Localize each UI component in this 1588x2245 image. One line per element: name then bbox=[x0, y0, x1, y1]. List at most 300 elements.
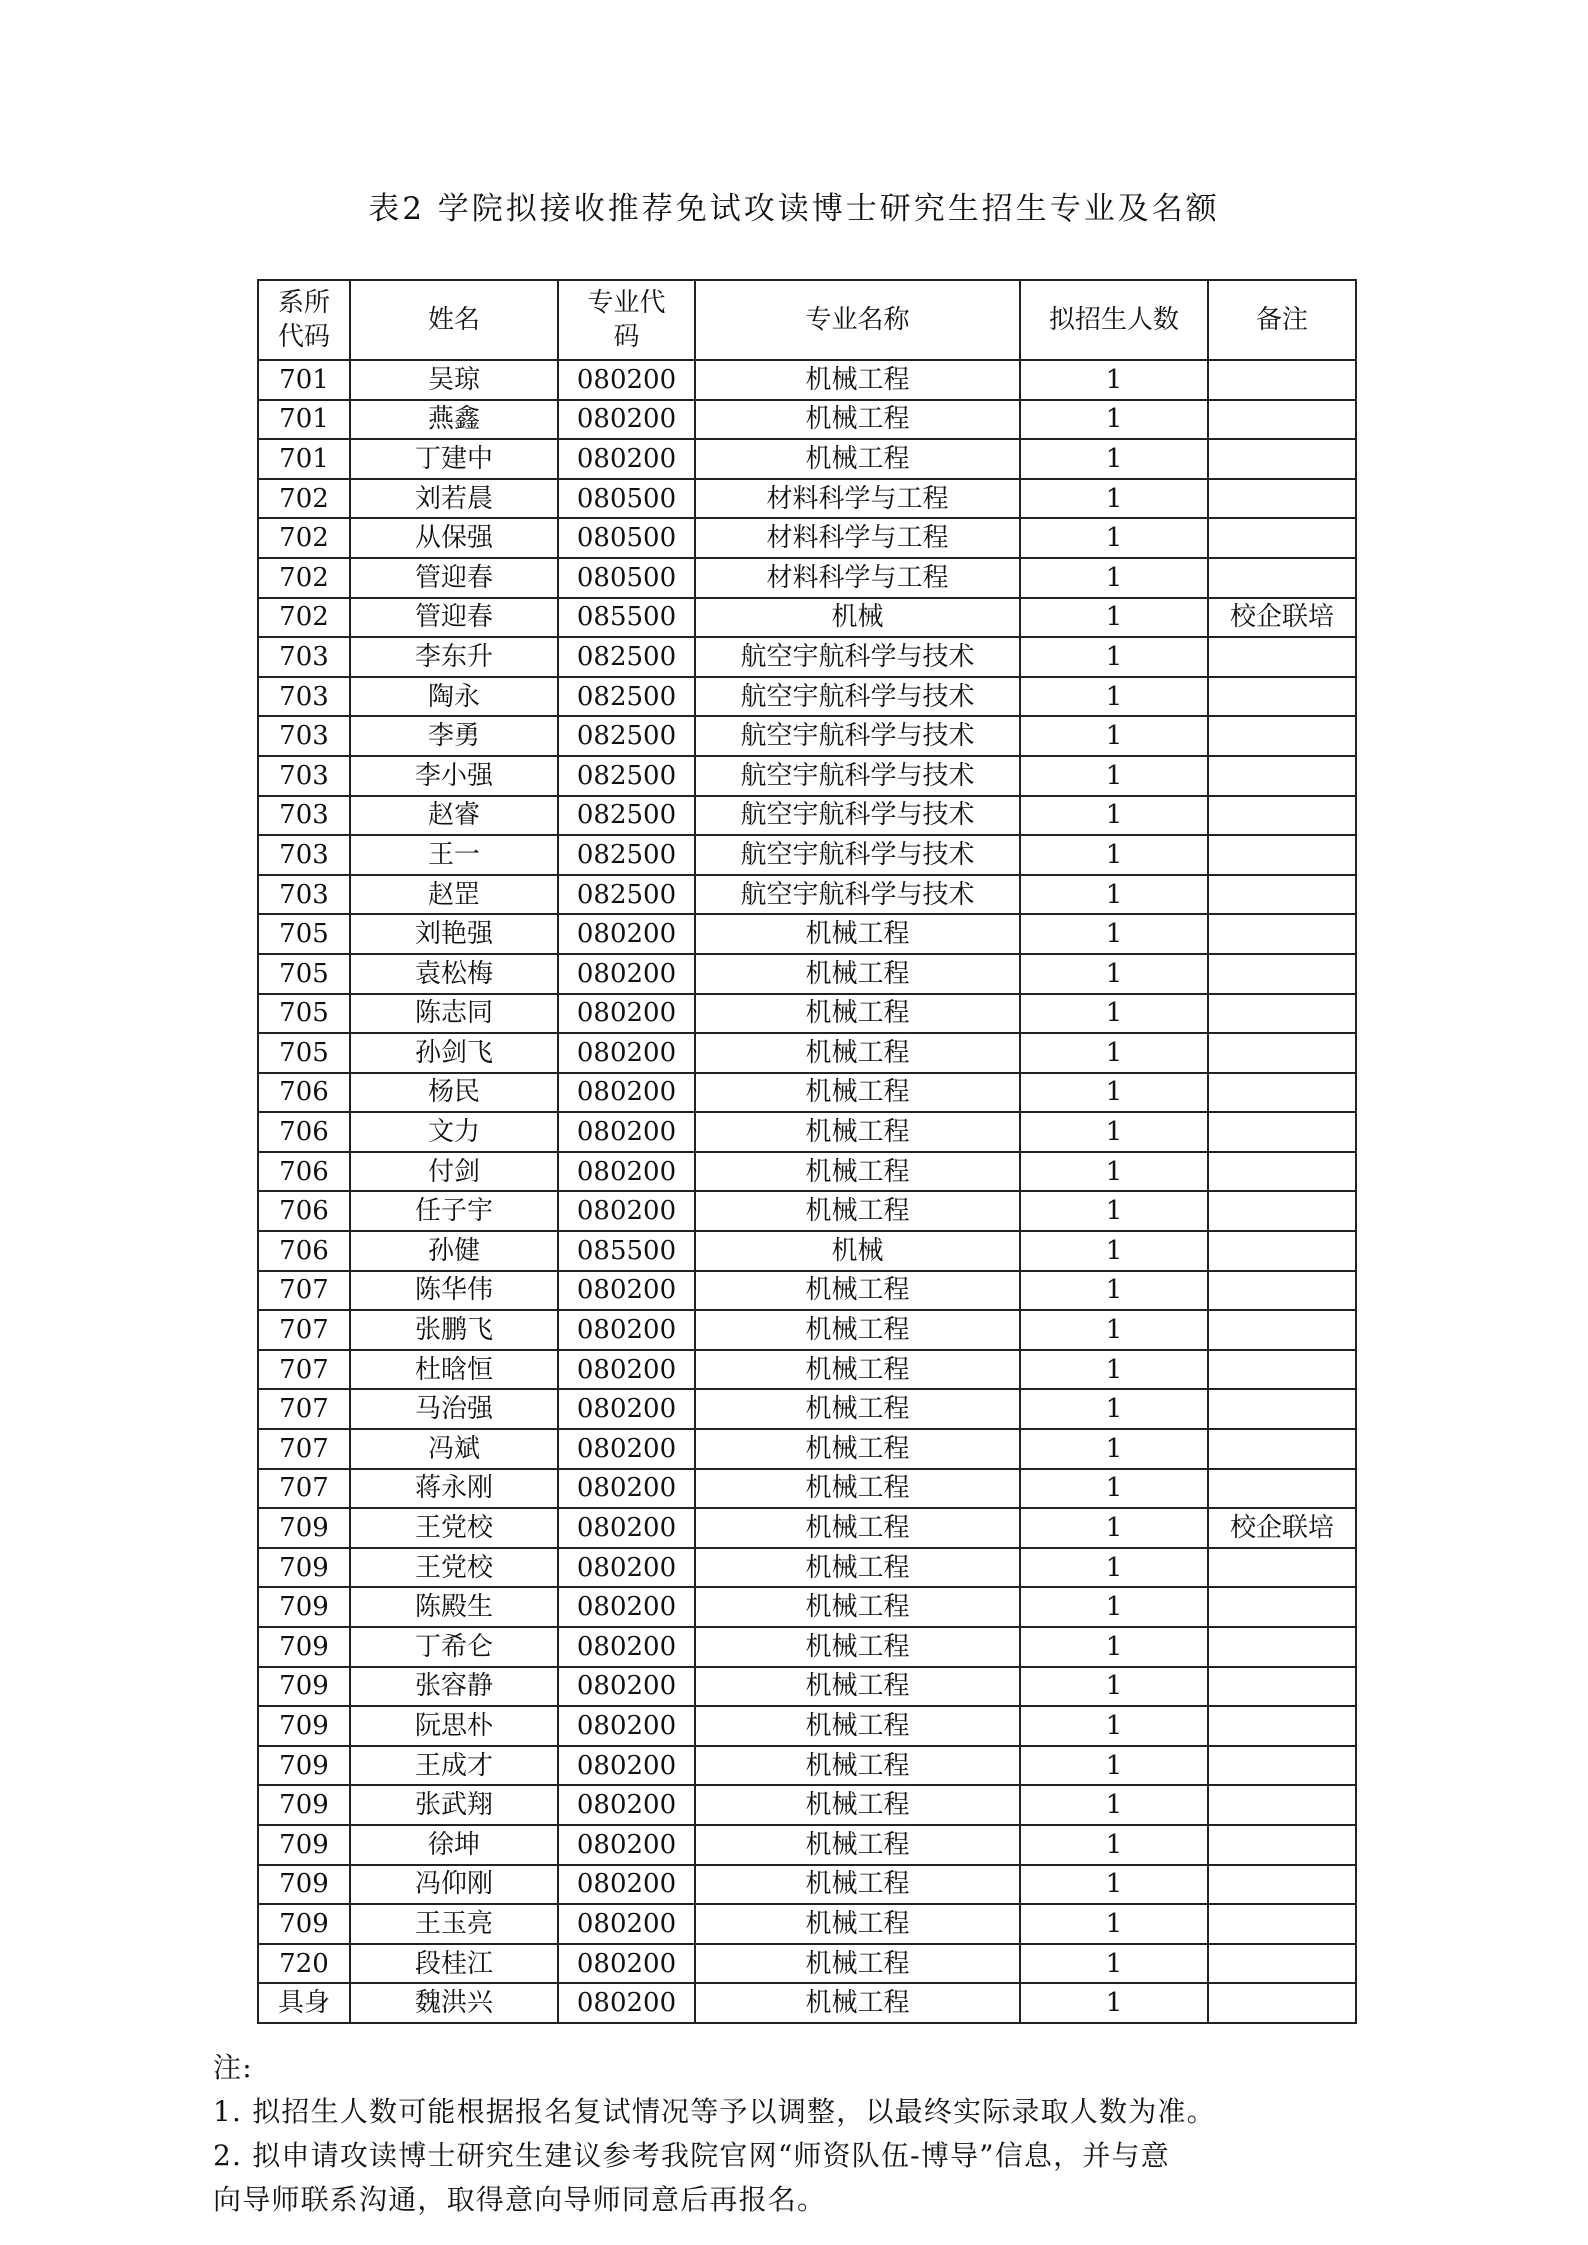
cell-major-name: 机械工程 bbox=[695, 1469, 1020, 1509]
cell-major-name: 机械工程 bbox=[695, 1271, 1020, 1311]
cell-dept-code: 709 bbox=[258, 1785, 350, 1825]
cell-major-name: 机械工程 bbox=[695, 1152, 1020, 1192]
cell-name: 杜晗恒 bbox=[350, 1350, 558, 1390]
cell-dept-code: 703 bbox=[258, 716, 350, 756]
cell-dept-code: 702 bbox=[258, 479, 350, 519]
cell-major-name: 机械工程 bbox=[695, 1746, 1020, 1786]
cell-quota: 1 bbox=[1020, 439, 1208, 479]
cell-major-code: 080200 bbox=[558, 1271, 695, 1311]
cell-major-code: 080200 bbox=[558, 1310, 695, 1350]
cell-name: 冯仰刚 bbox=[350, 1865, 558, 1905]
cell-major-name: 航空宇航科学与技术 bbox=[695, 835, 1020, 875]
cell-major-code: 080200 bbox=[558, 1191, 695, 1231]
cell-quota: 1 bbox=[1020, 360, 1208, 400]
cell-major-code: 080200 bbox=[558, 1825, 695, 1865]
cell-remark bbox=[1208, 1350, 1356, 1390]
cell-dept-code: 705 bbox=[258, 954, 350, 994]
cell-remark bbox=[1208, 1429, 1356, 1469]
cell-major-name: 航空宇航科学与技术 bbox=[695, 677, 1020, 717]
cell-major-name: 机械工程 bbox=[695, 1548, 1020, 1588]
enrollment-table bbox=[257, 279, 1357, 2024]
table-row bbox=[258, 1667, 1356, 1707]
cell-quota: 1 bbox=[1020, 598, 1208, 638]
table-row bbox=[258, 1785, 1356, 1825]
cell-major-name: 机械工程 bbox=[695, 1429, 1020, 1469]
cell-dept-code: 701 bbox=[258, 439, 350, 479]
cell-quota: 1 bbox=[1020, 1389, 1208, 1429]
cell-major-code: 080200 bbox=[558, 1865, 695, 1905]
cell-major-code: 082500 bbox=[558, 796, 695, 836]
cell-quota: 1 bbox=[1020, 479, 1208, 519]
table-row bbox=[258, 1271, 1356, 1311]
cell-major-code: 080200 bbox=[558, 360, 695, 400]
cell-major-name: 航空宇航科学与技术 bbox=[695, 756, 1020, 796]
table-row bbox=[258, 1429, 1356, 1469]
table-row bbox=[258, 400, 1356, 440]
cell-remark bbox=[1208, 1587, 1356, 1627]
cell-dept-code: 702 bbox=[258, 518, 350, 558]
cell-major-name: 机械工程 bbox=[695, 1865, 1020, 1905]
cell-quota: 1 bbox=[1020, 1944, 1208, 1984]
header-major-name: 专业名称 bbox=[695, 280, 1020, 360]
cell-name: 马治强 bbox=[350, 1389, 558, 1429]
cell-quota: 1 bbox=[1020, 1667, 1208, 1707]
cell-major-code: 085500 bbox=[558, 1231, 695, 1271]
cell-major-name: 机械 bbox=[695, 598, 1020, 638]
table-row bbox=[258, 439, 1356, 479]
cell-quota: 1 bbox=[1020, 756, 1208, 796]
table-header-row bbox=[258, 280, 1356, 360]
cell-major-code: 080200 bbox=[558, 1469, 695, 1509]
cell-name: 王党校 bbox=[350, 1508, 558, 1548]
cell-name: 丁建中 bbox=[350, 439, 558, 479]
cell-dept-code: 709 bbox=[258, 1706, 350, 1746]
cell-remark bbox=[1208, 994, 1356, 1034]
table-row bbox=[258, 1033, 1356, 1073]
table-row bbox=[258, 1152, 1356, 1192]
table-row bbox=[258, 1944, 1356, 1984]
cell-major-name: 机械工程 bbox=[695, 1706, 1020, 1746]
cell-quota: 1 bbox=[1020, 835, 1208, 875]
cell-name: 张鹏飞 bbox=[350, 1310, 558, 1350]
cell-name: 陈华伟 bbox=[350, 1271, 558, 1311]
cell-dept-code: 709 bbox=[258, 1904, 350, 1944]
cell-remark: 校企联培 bbox=[1208, 1508, 1356, 1548]
table-row bbox=[258, 954, 1356, 994]
table-row bbox=[258, 1508, 1356, 1548]
table-row bbox=[258, 518, 1356, 558]
cell-dept-code: 701 bbox=[258, 360, 350, 400]
cell-major-name: 机械工程 bbox=[695, 1389, 1020, 1429]
cell-name: 陈志同 bbox=[350, 994, 558, 1034]
cell-remark bbox=[1208, 1865, 1356, 1905]
cell-remark bbox=[1208, 756, 1356, 796]
cell-quota: 1 bbox=[1020, 1825, 1208, 1865]
cell-major-name: 机械工程 bbox=[695, 1508, 1020, 1548]
cell-name: 王党校 bbox=[350, 1548, 558, 1588]
cell-name: 陶永 bbox=[350, 677, 558, 717]
cell-remark bbox=[1208, 1983, 1356, 2023]
note-item-1: 1. 拟招生人数可能根据报名复试情况等予以调整，以最终实际录取人数为准。 bbox=[213, 2095, 1216, 2128]
notes-heading: 注: bbox=[213, 2051, 253, 2084]
cell-major-code: 080200 bbox=[558, 1587, 695, 1627]
cell-remark bbox=[1208, 1389, 1356, 1429]
cell-major-name: 机械工程 bbox=[695, 1983, 1020, 2023]
cell-dept-code: 709 bbox=[258, 1746, 350, 1786]
cell-dept-code: 709 bbox=[258, 1587, 350, 1627]
table-row bbox=[258, 1548, 1356, 1588]
cell-major-code: 080200 bbox=[558, 1706, 695, 1746]
cell-quota: 1 bbox=[1020, 1706, 1208, 1746]
cell-major-code: 082500 bbox=[558, 637, 695, 677]
cell-name: 张武翔 bbox=[350, 1785, 558, 1825]
cell-dept-code: 706 bbox=[258, 1191, 350, 1231]
cell-remark bbox=[1208, 1667, 1356, 1707]
cell-name: 刘艳强 bbox=[350, 914, 558, 954]
cell-name: 魏洪兴 bbox=[350, 1983, 558, 2023]
cell-dept-code: 720 bbox=[258, 1944, 350, 1984]
table-row bbox=[258, 637, 1356, 677]
cell-remark bbox=[1208, 1152, 1356, 1192]
cell-major-code: 080200 bbox=[558, 1785, 695, 1825]
cell-major-code: 080500 bbox=[558, 558, 695, 598]
cell-dept-code: 707 bbox=[258, 1271, 350, 1311]
cell-major-code: 080200 bbox=[558, 1548, 695, 1588]
table-row bbox=[258, 1627, 1356, 1667]
cell-name: 孙健 bbox=[350, 1231, 558, 1271]
cell-dept-code: 703 bbox=[258, 796, 350, 836]
table-row bbox=[258, 1469, 1356, 1509]
cell-dept-code: 709 bbox=[258, 1548, 350, 1588]
cell-quota: 1 bbox=[1020, 1112, 1208, 1152]
cell-name: 管迎春 bbox=[350, 558, 558, 598]
cell-quota: 1 bbox=[1020, 1469, 1208, 1509]
cell-dept-code: 703 bbox=[258, 637, 350, 677]
header-quota: 拟招生人数 bbox=[1020, 280, 1208, 360]
cell-remark bbox=[1208, 1112, 1356, 1152]
header-remark: 备注 bbox=[1208, 280, 1356, 360]
cell-dept-code: 703 bbox=[258, 875, 350, 915]
cell-major-name: 机械工程 bbox=[695, 360, 1020, 400]
cell-quota: 1 bbox=[1020, 1073, 1208, 1113]
table-row bbox=[258, 360, 1356, 400]
cell-quota: 1 bbox=[1020, 1508, 1208, 1548]
cell-major-name: 机械工程 bbox=[695, 1310, 1020, 1350]
cell-major-name: 航空宇航科学与技术 bbox=[695, 716, 1020, 756]
cell-major-name: 机械工程 bbox=[695, 994, 1020, 1034]
table-row bbox=[258, 1587, 1356, 1627]
cell-name: 赵睿 bbox=[350, 796, 558, 836]
cell-remark bbox=[1208, 1944, 1356, 1984]
cell-remark bbox=[1208, 835, 1356, 875]
cell-major-code: 082500 bbox=[558, 756, 695, 796]
cell-major-code: 080200 bbox=[558, 1627, 695, 1667]
cell-quota: 1 bbox=[1020, 954, 1208, 994]
cell-dept-code: 703 bbox=[258, 677, 350, 717]
cell-remark bbox=[1208, 1904, 1356, 1944]
cell-quota: 1 bbox=[1020, 1587, 1208, 1627]
cell-dept-code: 702 bbox=[258, 598, 350, 638]
table-row bbox=[258, 1191, 1356, 1231]
table-row bbox=[258, 1112, 1356, 1152]
cell-name: 徐坤 bbox=[350, 1825, 558, 1865]
cell-dept-code: 706 bbox=[258, 1231, 350, 1271]
cell-dept-code: 具身 bbox=[258, 1983, 350, 2023]
cell-name: 赵罡 bbox=[350, 875, 558, 915]
cell-remark bbox=[1208, 360, 1356, 400]
cell-remark bbox=[1208, 558, 1356, 598]
cell-dept-code: 709 bbox=[258, 1627, 350, 1667]
cell-name: 阮思朴 bbox=[350, 1706, 558, 1746]
cell-remark bbox=[1208, 677, 1356, 717]
cell-major-name: 材料科学与工程 bbox=[695, 479, 1020, 519]
cell-name: 任子宇 bbox=[350, 1191, 558, 1231]
cell-major-name: 机械工程 bbox=[695, 1904, 1020, 1944]
cell-remark bbox=[1208, 439, 1356, 479]
cell-major-name: 机械工程 bbox=[695, 439, 1020, 479]
cell-remark bbox=[1208, 637, 1356, 677]
cell-remark bbox=[1208, 1785, 1356, 1825]
cell-dept-code: 706 bbox=[258, 1112, 350, 1152]
cell-dept-code: 706 bbox=[258, 1152, 350, 1192]
cell-major-name: 机械工程 bbox=[695, 1667, 1020, 1707]
cell-remark bbox=[1208, 518, 1356, 558]
cell-quota: 1 bbox=[1020, 1865, 1208, 1905]
notes-section bbox=[213, 2046, 1373, 2222]
cell-quota: 1 bbox=[1020, 1152, 1208, 1192]
cell-name: 李小强 bbox=[350, 756, 558, 796]
cell-remark bbox=[1208, 1825, 1356, 1865]
cell-remark bbox=[1208, 1033, 1356, 1073]
cell-name: 吴琼 bbox=[350, 360, 558, 400]
cell-major-code: 082500 bbox=[558, 716, 695, 756]
table-row bbox=[258, 677, 1356, 717]
cell-major-name: 机械工程 bbox=[695, 1825, 1020, 1865]
cell-quota: 1 bbox=[1020, 1310, 1208, 1350]
cell-major-code: 080200 bbox=[558, 1667, 695, 1707]
table-row bbox=[258, 1865, 1356, 1905]
cell-major-code: 080500 bbox=[558, 518, 695, 558]
cell-major-code: 080200 bbox=[558, 914, 695, 954]
cell-remark bbox=[1208, 479, 1356, 519]
cell-name: 冯斌 bbox=[350, 1429, 558, 1469]
cell-name: 丁希仑 bbox=[350, 1627, 558, 1667]
cell-dept-code: 709 bbox=[258, 1825, 350, 1865]
cell-quota: 1 bbox=[1020, 400, 1208, 440]
cell-name: 付剑 bbox=[350, 1152, 558, 1192]
cell-major-code: 080500 bbox=[558, 479, 695, 519]
cell-major-code: 080200 bbox=[558, 1152, 695, 1192]
table-row bbox=[258, 994, 1356, 1034]
cell-major-name: 机械工程 bbox=[695, 1627, 1020, 1667]
cell-dept-code: 709 bbox=[258, 1667, 350, 1707]
cell-major-code: 080200 bbox=[558, 994, 695, 1034]
cell-remark bbox=[1208, 796, 1356, 836]
cell-quota: 1 bbox=[1020, 1350, 1208, 1390]
cell-major-name: 材料科学与工程 bbox=[695, 518, 1020, 558]
cell-quota: 1 bbox=[1020, 1627, 1208, 1667]
cell-major-code: 080200 bbox=[558, 1033, 695, 1073]
cell-major-code: 080200 bbox=[558, 1429, 695, 1469]
cell-quota: 1 bbox=[1020, 716, 1208, 756]
cell-name: 刘若晨 bbox=[350, 479, 558, 519]
table-row bbox=[258, 1904, 1356, 1944]
cell-major-name: 机械工程 bbox=[695, 1033, 1020, 1073]
table-row bbox=[258, 1706, 1356, 1746]
cell-dept-code: 707 bbox=[258, 1350, 350, 1390]
cell-name: 陈殿生 bbox=[350, 1587, 558, 1627]
page-title: 表2 学院拟接收推荐免试攻读博士研究生招生专业及名额 bbox=[368, 191, 1220, 227]
cell-dept-code: 703 bbox=[258, 756, 350, 796]
cell-major-code: 080200 bbox=[558, 1983, 695, 2023]
note-item-2: 2. 拟申请攻读博士研究生建议参考我院官网“师资队伍-博导”信息，并与意 bbox=[213, 2139, 1170, 2172]
table-row bbox=[258, 1825, 1356, 1865]
table-row bbox=[258, 479, 1356, 519]
cell-name: 管迎春 bbox=[350, 598, 558, 638]
cell-name: 张容静 bbox=[350, 1667, 558, 1707]
cell-major-name: 机械工程 bbox=[695, 1785, 1020, 1825]
cell-major-name: 材料科学与工程 bbox=[695, 558, 1020, 598]
cell-quota: 1 bbox=[1020, 1785, 1208, 1825]
cell-name: 王成才 bbox=[350, 1746, 558, 1786]
table-row bbox=[258, 1231, 1356, 1271]
cell-major-code: 085500 bbox=[558, 598, 695, 638]
cell-dept-code: 701 bbox=[258, 400, 350, 440]
cell-major-name: 机械工程 bbox=[695, 1587, 1020, 1627]
cell-name: 王一 bbox=[350, 835, 558, 875]
cell-quota: 1 bbox=[1020, 1429, 1208, 1469]
table-row bbox=[258, 1350, 1356, 1390]
cell-major-code: 080200 bbox=[558, 954, 695, 994]
cell-dept-code: 707 bbox=[258, 1429, 350, 1469]
cell-quota: 1 bbox=[1020, 875, 1208, 915]
cell-major-name: 航空宇航科学与技术 bbox=[695, 875, 1020, 915]
cell-major-name: 机械工程 bbox=[695, 400, 1020, 440]
cell-quota: 1 bbox=[1020, 914, 1208, 954]
table-row bbox=[258, 1746, 1356, 1786]
cell-dept-code: 706 bbox=[258, 1073, 350, 1113]
cell-major-name: 机械工程 bbox=[695, 954, 1020, 994]
cell-name: 段桂江 bbox=[350, 1944, 558, 1984]
cell-remark bbox=[1208, 1310, 1356, 1350]
cell-dept-code: 702 bbox=[258, 558, 350, 598]
cell-name: 王玉亮 bbox=[350, 1904, 558, 1944]
cell-quota: 1 bbox=[1020, 1983, 1208, 2023]
cell-major-name: 航空宇航科学与技术 bbox=[695, 796, 1020, 836]
cell-major-code: 080200 bbox=[558, 1350, 695, 1390]
cell-quota: 1 bbox=[1020, 1191, 1208, 1231]
cell-remark bbox=[1208, 1627, 1356, 1667]
cell-major-code: 080200 bbox=[558, 1073, 695, 1113]
cell-remark bbox=[1208, 914, 1356, 954]
cell-remark bbox=[1208, 954, 1356, 994]
cell-major-name: 机械工程 bbox=[695, 1191, 1020, 1231]
header-name: 姓名 bbox=[350, 280, 558, 360]
cell-remark bbox=[1208, 1706, 1356, 1746]
cell-major-code: 080200 bbox=[558, 1389, 695, 1429]
table-row bbox=[258, 558, 1356, 598]
cell-quota: 1 bbox=[1020, 1231, 1208, 1271]
cell-dept-code: 707 bbox=[258, 1389, 350, 1429]
table-row bbox=[258, 756, 1356, 796]
cell-name: 蒋永刚 bbox=[350, 1469, 558, 1509]
cell-remark bbox=[1208, 1271, 1356, 1311]
cell-remark bbox=[1208, 400, 1356, 440]
cell-remark bbox=[1208, 1469, 1356, 1509]
cell-name: 李勇 bbox=[350, 716, 558, 756]
cell-major-name: 航空宇航科学与技术 bbox=[695, 637, 1020, 677]
cell-name: 文力 bbox=[350, 1112, 558, 1152]
cell-remark bbox=[1208, 1191, 1356, 1231]
cell-dept-code: 709 bbox=[258, 1508, 350, 1548]
header-major-code: 专业代 码 bbox=[558, 280, 695, 360]
cell-quota: 1 bbox=[1020, 1271, 1208, 1311]
cell-major-code: 082500 bbox=[558, 677, 695, 717]
cell-major-code: 080200 bbox=[558, 1508, 695, 1548]
cell-quota: 1 bbox=[1020, 1033, 1208, 1073]
cell-quota: 1 bbox=[1020, 558, 1208, 598]
cell-quota: 1 bbox=[1020, 637, 1208, 677]
cell-major-name: 机械工程 bbox=[695, 914, 1020, 954]
cell-remark: 校企联培 bbox=[1208, 598, 1356, 638]
table-row bbox=[258, 1310, 1356, 1350]
cell-name: 燕鑫 bbox=[350, 400, 558, 440]
cell-quota: 1 bbox=[1020, 518, 1208, 558]
cell-remark bbox=[1208, 716, 1356, 756]
cell-dept-code: 705 bbox=[258, 994, 350, 1034]
table-row bbox=[258, 598, 1356, 638]
cell-dept-code: 703 bbox=[258, 835, 350, 875]
table-row bbox=[258, 796, 1356, 836]
cell-remark bbox=[1208, 1073, 1356, 1113]
cell-remark bbox=[1208, 1231, 1356, 1271]
table-row bbox=[258, 716, 1356, 756]
note-item-2-continued: 向导师联系沟通，取得意向导师同意后再报名。 bbox=[213, 2183, 827, 2216]
header-dept-code: 系所 代码 bbox=[258, 280, 350, 360]
table-row bbox=[258, 1389, 1356, 1429]
table-row bbox=[258, 875, 1356, 915]
cell-major-code: 080200 bbox=[558, 1944, 695, 1984]
cell-remark bbox=[1208, 1746, 1356, 1786]
cell-name: 杨民 bbox=[350, 1073, 558, 1113]
cell-dept-code: 705 bbox=[258, 1033, 350, 1073]
cell-major-name: 机械工程 bbox=[695, 1350, 1020, 1390]
cell-name: 李东升 bbox=[350, 637, 558, 677]
cell-name: 袁松梅 bbox=[350, 954, 558, 994]
cell-quota: 1 bbox=[1020, 994, 1208, 1034]
cell-major-name: 机械工程 bbox=[695, 1073, 1020, 1113]
cell-major-code: 080200 bbox=[558, 400, 695, 440]
cell-major-code: 080200 bbox=[558, 439, 695, 479]
cell-major-code: 080200 bbox=[558, 1112, 695, 1152]
cell-major-name: 机械工程 bbox=[695, 1112, 1020, 1152]
table-row bbox=[258, 914, 1356, 954]
cell-quota: 1 bbox=[1020, 1904, 1208, 1944]
cell-name: 孙剑飞 bbox=[350, 1033, 558, 1073]
cell-major-code: 082500 bbox=[558, 835, 695, 875]
cell-major-code: 080200 bbox=[558, 1746, 695, 1786]
table-row bbox=[258, 1983, 1356, 2023]
cell-major-code: 080200 bbox=[558, 1904, 695, 1944]
cell-major-code: 082500 bbox=[558, 875, 695, 915]
cell-dept-code: 707 bbox=[258, 1310, 350, 1350]
cell-quota: 1 bbox=[1020, 796, 1208, 836]
table-row bbox=[258, 835, 1356, 875]
table-row bbox=[258, 1073, 1356, 1113]
cell-major-name: 机械工程 bbox=[695, 1944, 1020, 1984]
cell-name: 从保强 bbox=[350, 518, 558, 558]
cell-remark bbox=[1208, 1548, 1356, 1588]
